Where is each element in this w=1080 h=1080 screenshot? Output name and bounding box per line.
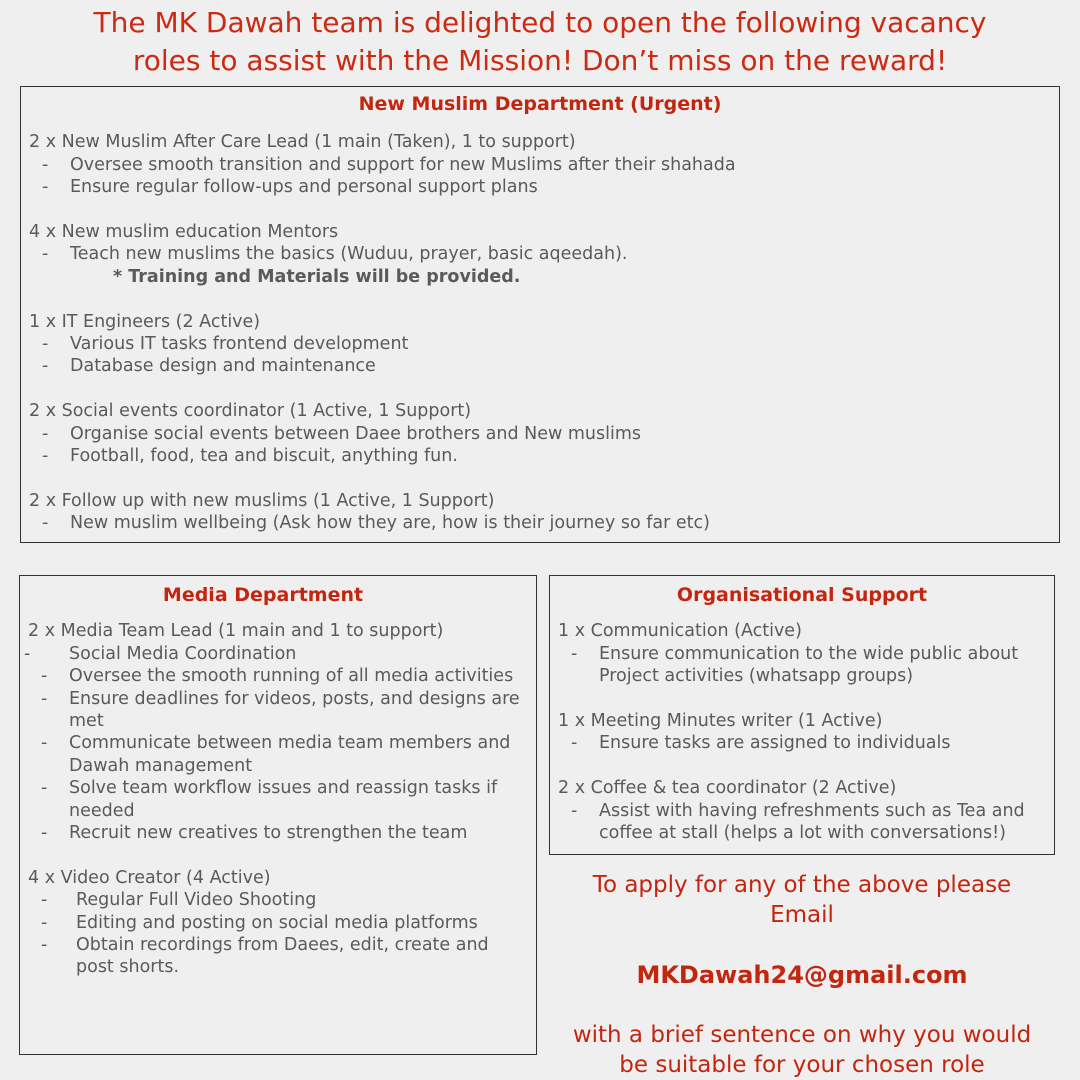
headline-line-2: roles to assist with the Mission! Don’t miss on the reward! bbox=[132, 44, 948, 77]
organisational-support-box bbox=[549, 575, 1055, 855]
role-title: 2 x Media Team Lead (1 main and 1 to support) bbox=[28, 621, 444, 642]
organisational-support-title: Organisational Support bbox=[676, 584, 928, 606]
apply-line-4: be suitable for your chosen role bbox=[619, 1052, 985, 1078]
apply-instructions bbox=[548, 870, 1056, 1080]
role-bullet: - Recruit new creatives to strengthen the team bbox=[28, 822, 528, 844]
role-bullet: - Solve team workflow issues and reassign tasks if needed bbox=[28, 777, 528, 822]
media-department-box bbox=[19, 575, 537, 1055]
role-title: 1 x Meeting Minutes writer (1 Active) bbox=[558, 711, 883, 732]
apply-line-2: Email bbox=[770, 902, 834, 928]
role-bullet: - Ensure tasks are assigned to individuals bbox=[558, 732, 1046, 754]
apply-line-1: To apply for any of the above please bbox=[592, 872, 1012, 898]
role-bullet: - Oversee smooth transition and support for new Muslims after their shahada bbox=[29, 154, 1051, 176]
role-bullet: - Ensure regular follow-ups and personal support plans bbox=[29, 176, 1051, 198]
role-bullet: - Organise social events between Daee brothers and New muslims bbox=[29, 423, 1051, 445]
role-bullet: - Ensure deadlines for videos, posts, and designs are met bbox=[28, 688, 528, 733]
role-title: 4 x New muslim education Mentors bbox=[29, 222, 339, 243]
role-communication bbox=[558, 620, 1046, 687]
role-bullet: - Oversee the smooth running of all media activities bbox=[28, 665, 528, 687]
role-bullet: - Ensure communication to the wide public about Project activities (whatsapp groups) bbox=[558, 643, 1046, 688]
new-muslim-department-title: New Muslim Department (Urgent) bbox=[358, 93, 722, 115]
role-media-team-lead bbox=[28, 620, 528, 844]
role-bullet: - Teach new muslims the basics (Wuduu, prayer, basic aqeedah). bbox=[29, 243, 1051, 265]
role-bullet: - Regular Full Video Shooting bbox=[28, 889, 528, 911]
apply-email[interactable]: MKDawah24@gmail.com bbox=[636, 961, 968, 989]
role-title: 2 x Social events coordinator (1 Active, 1 Support) bbox=[29, 401, 472, 422]
role-bullet: - Database design and maintenance bbox=[29, 355, 1051, 377]
role-title: 4 x Video Creator (4 Active) bbox=[28, 867, 271, 888]
media-department-title: Media Department bbox=[162, 584, 364, 606]
role-title: 2 x New Muslim After Care Lead (1 main (Taken), 1 to support) bbox=[29, 132, 576, 153]
role-after-care-lead bbox=[29, 131, 1051, 198]
headline-line-1: The MK Dawah team is delighted to open the following vacancy bbox=[93, 6, 987, 39]
role-follow-up bbox=[29, 490, 1051, 535]
role-bullet: - Obtain recordings from Daees, edit, create and post shorts. bbox=[28, 934, 528, 979]
role-bullet: - New muslim wellbeing (Ask how they are, how is their journey so far etc) bbox=[29, 512, 1051, 534]
role-bullet: - Social Media Coordination bbox=[28, 643, 528, 665]
role-bullet: - Communicate between media team members and Dawah management bbox=[28, 732, 528, 777]
role-title: 1 x Communication (Active) bbox=[558, 621, 802, 642]
role-bullet: - Football, food, tea and biscuit, anything fun. bbox=[29, 445, 1051, 467]
role-note: * Training and Materials will be provided. bbox=[113, 266, 521, 287]
role-education-mentors bbox=[29, 221, 1051, 288]
role-title: 1 x IT Engineers (2 Active) bbox=[29, 311, 261, 332]
role-bullet: - Editing and posting on social media platforms bbox=[28, 912, 528, 934]
role-video-creator bbox=[28, 867, 528, 979]
role-meeting-minutes bbox=[558, 710, 1046, 755]
role-social-events bbox=[29, 400, 1051, 467]
new-muslim-department-box bbox=[20, 86, 1060, 543]
role-title: 2 x Follow up with new muslims (1 Active, 1 Support) bbox=[29, 490, 495, 511]
role-title: 2 x Coffee & tea coordinator (2 Active) bbox=[558, 778, 897, 799]
apply-line-3: with a brief sentence on why you would bbox=[572, 1022, 1032, 1048]
headline bbox=[0, 4, 1080, 80]
role-bullet: - Various IT tasks frontend development bbox=[29, 333, 1051, 355]
role-it-engineers bbox=[29, 311, 1051, 378]
role-coffee-tea bbox=[558, 777, 1046, 844]
role-bullet: - Assist with having refreshments such as Tea and coffee at stall (helps a lot with conversations!) bbox=[558, 800, 1046, 845]
